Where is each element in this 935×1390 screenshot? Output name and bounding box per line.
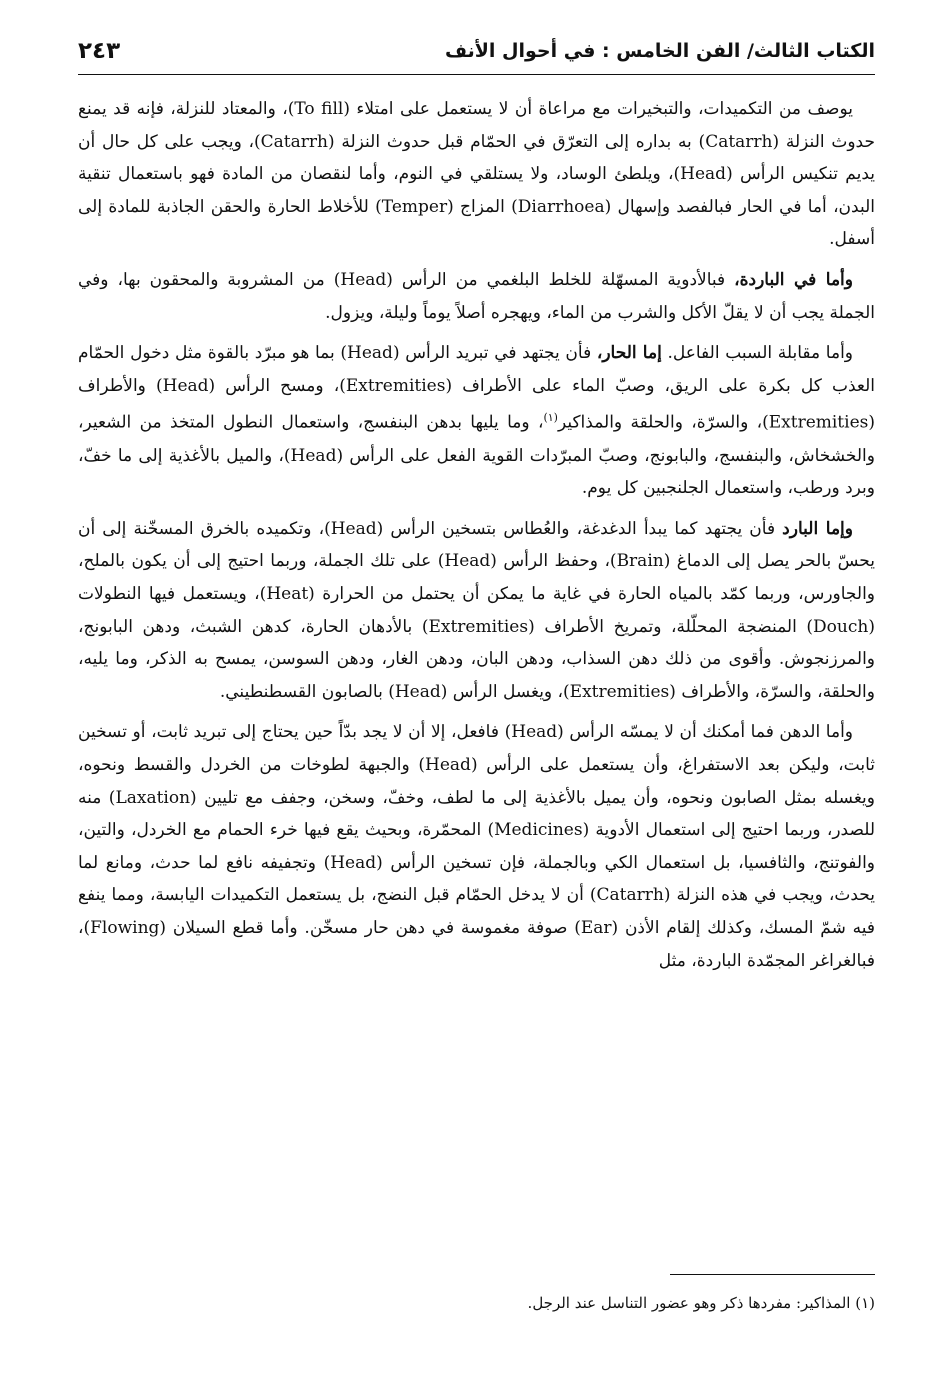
body-text bbox=[78, 93, 875, 985]
paragraph-3-lead: إما الحار، bbox=[596, 343, 662, 364]
paragraph-4-text: فأن يجتهد كما يبدأ الدغدغة، والعُطاس بتسخين الرأس (Head)، وتكميده بالخرق المسخّنة إلى أن يحسّ بالحر يصل إلى الدماغ (Brain)، وحفظ الرأس (Head) على تلك الجملة، وربما احتيج إلى أن يكون بالملح، والجاورس، وربما كمّد بالمياه الحارة في غاية ما يمكن أن يحتمل من الحرارة (Heat)، ويستعمل فيها النطولات (Douch) المنضجة المحلّلة، وتمريخ الأطراف (Extremities) بالأدهان الحارة، كدهن الشبث، ودهن البابونج، والمرزنجوش. وأقوى من ذلك دهن السذاب، ودهن البان، ودهن الغار، ودهن السوسن، يمسح به الذكر، وما يليه، والحلقة، والسرّة، والأطراف (Extremities)، ويغسل الرأس (Head) بالصابون القسطنطيني. bbox=[78, 518, 876, 702]
header-title: الكتاب الثالث/ الفن الخامس : في أحوال الأنف bbox=[444, 40, 875, 62]
paragraph-1-text: يوصف من التكميدات، والتبخيرات مع مراعاة أن لا يستعمل على امتلاء (To fill)، والمعتاد للنزلة، فإنه قد يمنع حدوث النزلة (Catarrh) به بداره إلى التعرّق في الحمّام قبل حدوث النزلة (Catarrh)، ويجب على كل حال أن يديم تنكيس الرأس (Head)، ويلطئ الوساد، ولا يستلقي في النوم، وأما لنقصان من المادة فهو باستعمال تنقية البدن، أما في الحار فبالفصد وإسهال (Diarrhoea) المزاج (Temper) للأخلاط الحارة والحقن الجاذبة للمادة إلى أسفل. bbox=[78, 99, 876, 250]
footnote-reference[interactable]: (١) bbox=[543, 411, 558, 425]
paragraph-4-lead: وإما البارد bbox=[782, 518, 853, 539]
paragraph-5 bbox=[78, 716, 875, 977]
running-header bbox=[78, 28, 875, 75]
paragraph-4 bbox=[78, 513, 875, 709]
paragraph-5-text: وأما الدهن فما أمكنك أن لا يمسّه الرأس (Head) فافعل، إلا أن لا يجد بدّاً حين يحتاج إلى تبريد ثابت، أو تسخين ثابت، وليكن بعد الاستفراغ، وأن يستعمل على الرأس (Head) والجبهة لطوخات من الخردل والقسط ونحوه، ويغسله بمثل الصابون ونحوه، وأن يميل بالأغذية إلى ما لطف، وخفّ، وسخن، وجفف مع تليين (Laxation) منه للصدر، وربما احتيج إلى استعمال الأدوية (Medicines) المحمّرة، وبحيث يقع فيها خرء الحمام مع الخردل، والتين، والفوتنج، والثافسيا، بل استعمال الكي وبالجملة، فإن تسخين الرأس (Head) وتجفيفه نافع لما حدث، ومانع لما يحدث، ويجب في هذه النزلة (Catarrh) أن لا يدخل الحمّام قبل النضج، بل يستعمل التكميدات اليابسة، ومما ينفع فيه شمّ المسك، وكذلك إلقام الأذن (Ear) صوفة مغموسة في دهن حار مسخّن. وأما قطع السيلان (Flowing)، فبالغراغر المجمّدة الباردة، مثل bbox=[78, 722, 876, 971]
footnote bbox=[78, 1290, 875, 1316]
paragraph-1 bbox=[78, 93, 875, 256]
page-number: ٢٤٣ bbox=[78, 38, 121, 64]
paragraph-2-text: فبالأدوية المسهّلة للخلط البلغمي من الرأس (Head) من المشروبة والمحقون بها، وفي الجملة يجب أن لا يقلّ الأكل والشرب من الماء، ويهجره أصلاً يوماً وليلة، ويزول. bbox=[78, 269, 875, 323]
paragraph-3 bbox=[78, 337, 875, 505]
footnote-divider bbox=[670, 1274, 875, 1275]
footnote-text: المذاكير: مفردها ذكر وهو عضور التناسل عند الرجل. bbox=[527, 1294, 851, 1312]
paragraph-2 bbox=[78, 264, 875, 329]
footnote-number: (١) bbox=[855, 1294, 875, 1312]
paragraph-2-lead: وأما في الباردة، bbox=[734, 269, 853, 290]
paragraph-3-part1: وأما مقابلة السبب الفاعل. bbox=[661, 343, 854, 364]
paragraph-3-part2: فأن يجتهد في تبريد الرأس (Head) بما هو مبرّد بالقوة مثل دخول الحمّام العذب كل بكرة على الريق، وصبّ الماء على الأطراف (Extremities)، ومسح الرأس (Head) والأطراف (Extremities)، والسرّة، والحلقة والمذاكير bbox=[78, 343, 876, 433]
paragraph-3-part3: ، وما يليها بدهن البنفسج، واستعمال النطول المتخذ من الشعير، والخشخاش، والبنفسج، والبابونج، وصبّ المبرّدات القوية الفعل على الرأس (Head)، والميل بالأغذية إلى ما خفّ، وبرد ورطب، واستعمال الجلنجبين كل يوم. bbox=[78, 413, 875, 499]
